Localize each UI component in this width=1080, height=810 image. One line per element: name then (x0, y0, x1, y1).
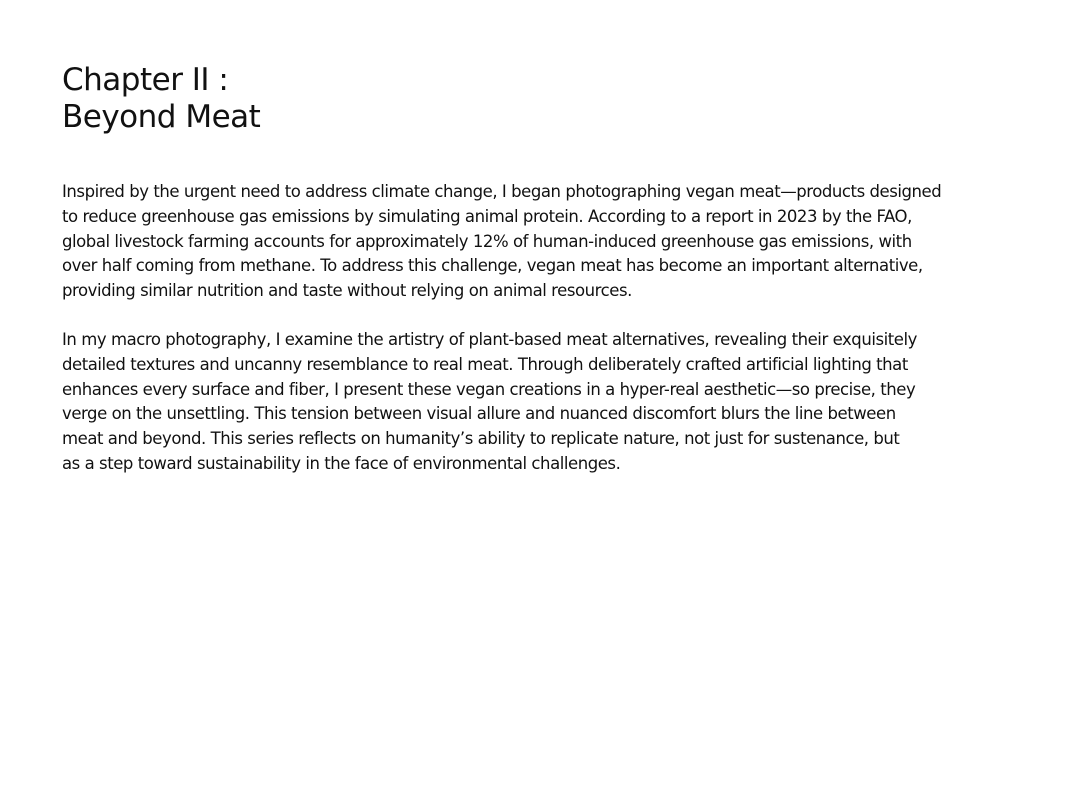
chapter-title-line-2: Beyond Meat (62, 99, 261, 135)
chapter-title-line-1: Chapter II : (62, 62, 229, 98)
body-text (62, 180, 1047, 477)
paragraph-line: detailed textures and uncanny resemblance to real meat. Through deliberately crafted artificial lighting that (62, 354, 908, 374)
paragraph-line: as a step toward sustainability in the face of environmental challenges. (62, 453, 621, 473)
paragraph-line: meat and beyond. This series reflects on humanity’s ability to replicate nature, not just for sustenance, but (62, 429, 900, 449)
document-page (62, 62, 1047, 501)
paragraph-line: over half coming from methane. To address this challenge, vegan meat has become an important alternative, (62, 256, 923, 276)
paragraph-line: Inspired by the urgent need to address climate change, I began photographing vegan meat—products designed (62, 182, 942, 201)
paragraph-line: In my macro photography, I examine the artistry of plant-based meat alternatives, revealing their exquisitely (62, 329, 917, 349)
paragraph-2 (62, 328, 1047, 477)
chapter-title (62, 62, 1047, 136)
paragraph-line: global livestock farming accounts for approximately 12% of human-induced greenhouse gas emissions, with (62, 231, 912, 251)
paragraph-line: verge on the unsettling. This tension between visual allure and nuanced discomfort blurs the line between (62, 404, 896, 424)
paragraph-line: to reduce greenhouse gas emissions by simulating animal protein. According to a report in 2023 by the FAO, (62, 206, 912, 226)
paragraph-1 (62, 180, 1047, 304)
paragraph-line: providing similar nutrition and taste without relying on animal resources. (62, 281, 632, 301)
paragraph-line: enhances every surface and fiber, I present these vegan creations in a hyper-real aesthetic—so precise, they (62, 379, 916, 399)
